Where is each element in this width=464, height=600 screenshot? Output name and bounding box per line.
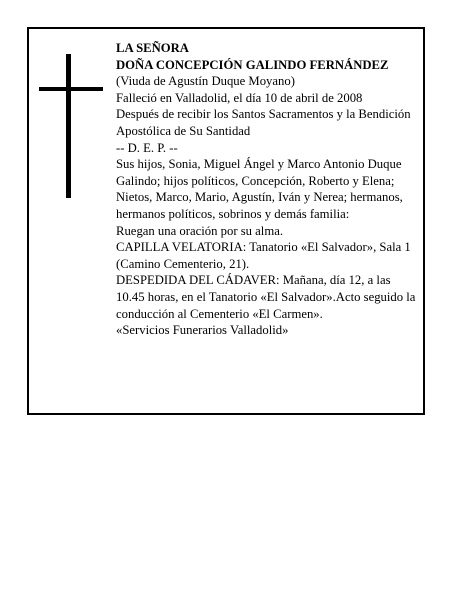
cross-horizontal-bar: [39, 87, 103, 91]
widow-of: (Viuda de Agustín Duque Moyano): [116, 74, 295, 89]
sacraments-line: Después de recibir los Santos Sacramentos y la Bendición Apostólica de Su Santidad: [116, 107, 411, 138]
obituary-notice: [27, 27, 425, 415]
farewell-line: DESPEDIDA DEL CÁDAVER: Mañana, día 12, a las 10.45 horas, en el Tanatorio «El Salvador».Acto seguido la conducción al Cementerio «El Carmen».: [116, 273, 416, 321]
heading-title: LA SEÑORA: [116, 41, 189, 55]
cross-vertical-bar: [66, 54, 71, 198]
rip-line: -- D. E. P. --: [116, 140, 178, 155]
death-line: Falleció en Valladolid, el día 10 de abril de 2008: [116, 90, 363, 105]
cross-icon: [39, 54, 103, 198]
funeral-home-line: «Servicios Funerarios Valladolid»: [116, 323, 289, 338]
deceased-name: DOÑA CONCEPCIÓN GALINDO FERNÁNDEZ: [116, 57, 389, 72]
family-line: Sus hijos, Sonia, Miguel Ángel y Marco Antonio Duque Galindo; hijos políticos, Concepción, Roberto y Elena; Nietos, Marco, Mario, Agustín, Iván y Nerea; hermanos, hermanos políticos, sobrinos y demás familia:: [116, 157, 403, 221]
chapel-line: CAPILLA VELATORIA: Tanatorio «El Salvador», Sala 1 (Camino Cementerio, 21).: [116, 240, 411, 271]
notice-text: [116, 40, 422, 339]
prayer-line: Ruegan una oración por su alma.: [116, 223, 284, 238]
